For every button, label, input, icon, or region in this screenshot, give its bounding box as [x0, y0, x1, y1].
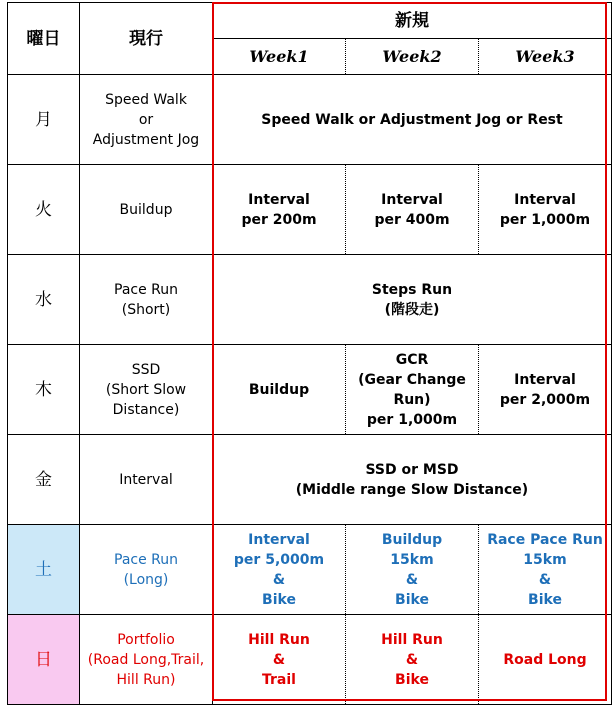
cell-line: SSD or MSD: [365, 461, 459, 478]
plan-tuesday-week2: [346, 165, 479, 255]
cell-line: SSD: [131, 361, 161, 378]
cell-line: (Short): [121, 301, 171, 318]
plan-tuesday-week1: [213, 165, 346, 255]
cell-line: per 1,000m: [366, 411, 458, 428]
cell-line: Steps Run: [371, 281, 453, 298]
header-new: 新規: [213, 3, 612, 39]
cell-line: or: [138, 111, 154, 128]
cell-line: Interval: [514, 371, 576, 388]
cell-line: per 200m: [241, 211, 317, 228]
cell-line: Trail: [262, 671, 296, 688]
plan-saturday-week3: [479, 525, 612, 615]
cell-line: Buildup: [248, 381, 310, 398]
plan-friday: [213, 435, 612, 525]
cell-line: Adjustment Jog: [92, 131, 200, 148]
cell-line: Interval: [248, 191, 310, 208]
cell-line: Buildup: [381, 531, 443, 548]
cell-line: 15km: [390, 551, 434, 568]
cell-line: per 2,000m: [499, 391, 591, 408]
cell-line: Bike: [262, 591, 296, 608]
cell-line: Bike: [395, 671, 429, 688]
plan-sunday-week2: [346, 615, 479, 705]
cell-line: (Long): [123, 571, 169, 588]
header-week2: Week2: [346, 39, 479, 75]
header-day: 曜日: [8, 3, 80, 75]
training-schedule-table: [7, 2, 612, 705]
plan-monday: [213, 75, 612, 165]
cell-line: &: [538, 571, 552, 588]
plan-saturday-week2: [346, 525, 479, 615]
cell-line: Interval: [514, 191, 576, 208]
cell-line: Hill Run: [381, 631, 443, 648]
cell-line: (階段走): [384, 301, 440, 318]
plan-saturday-week1: [213, 525, 346, 615]
day-thursday: 木: [8, 345, 80, 435]
cell-line: &: [405, 571, 419, 588]
cell-line: Buildup: [119, 201, 173, 218]
cell-line: 15km: [523, 551, 567, 568]
plan-sunday-week3: [479, 615, 612, 705]
cell-line: (Road Long,Trail,: [87, 651, 205, 668]
day-tuesday: 火: [8, 165, 80, 255]
cell-line: per 1,000m: [499, 211, 591, 228]
cell-line: (Middle range Slow Distance): [295, 481, 529, 498]
cell-line: per 5,000m: [233, 551, 325, 568]
cell-line: Interval: [119, 471, 173, 488]
header-current: 現行: [80, 3, 213, 75]
cell-line: &: [272, 571, 286, 588]
day-friday: 金: [8, 435, 80, 525]
plan-sunday-week1: [213, 615, 346, 705]
plan-tuesday-week3: [479, 165, 612, 255]
header-week1: Week1: [213, 39, 346, 75]
current-friday: [80, 435, 213, 525]
cell-line: (Gear Change: [358, 371, 466, 388]
cell-line: Hill Run): [116, 671, 176, 688]
current-thursday: [80, 345, 213, 435]
cell-line: Pace Run: [114, 551, 178, 568]
cell-line: Hill Run: [248, 631, 310, 648]
current-wednesday: [80, 255, 213, 345]
current-sunday: [80, 615, 213, 705]
cell-line: Pace Run: [114, 281, 178, 298]
cell-line: Speed Walk: [105, 91, 187, 108]
cell-line: Interval: [248, 531, 310, 548]
current-saturday: [80, 525, 213, 615]
cell-line: Bike: [528, 591, 562, 608]
cell-line: Distance): [112, 401, 180, 418]
cell-line: per 400m: [374, 211, 450, 228]
header-week3: Week3: [479, 39, 612, 75]
cell-line: &: [405, 651, 419, 668]
current-monday: [80, 75, 213, 165]
day-wednesday: 水: [8, 255, 80, 345]
plan-wednesday: [213, 255, 612, 345]
cell-line: Race Pace Run: [487, 531, 603, 548]
cell-line: Road Long: [503, 651, 587, 668]
plan-thursday-week3: [479, 345, 612, 435]
cell-line: &: [272, 651, 286, 668]
day-sunday: 日: [8, 615, 80, 705]
plan-thursday-week2: [346, 345, 479, 435]
day-monday: 月: [8, 75, 80, 165]
cell-line: Portfolio: [117, 631, 175, 648]
cell-line: (Short Slow: [105, 381, 187, 398]
day-saturday: 土: [8, 525, 80, 615]
current-tuesday: [80, 165, 213, 255]
cell-line: Interval: [381, 191, 443, 208]
cell-line: Speed Walk or Adjustment Jog or Rest: [261, 111, 563, 128]
cell-line: Run): [393, 391, 431, 408]
plan-thursday-week1: [213, 345, 346, 435]
cell-line: Bike: [395, 591, 429, 608]
cell-line: GCR: [395, 351, 429, 368]
